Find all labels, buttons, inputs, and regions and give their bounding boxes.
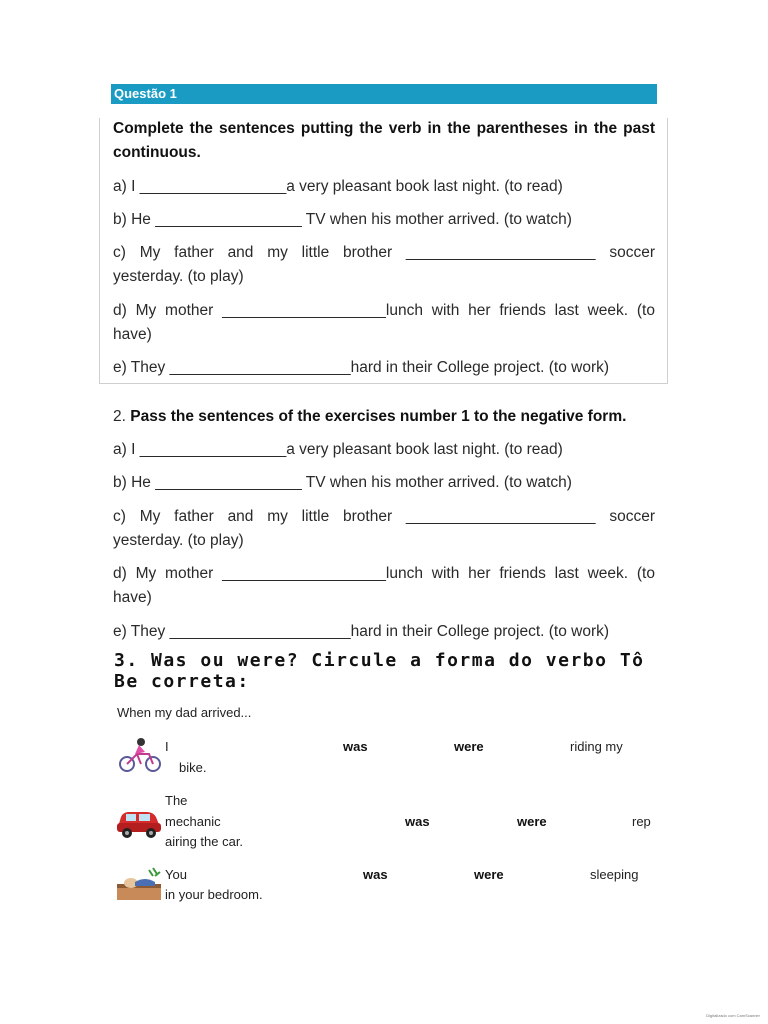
q3-title-line1: 3. Was ou were? Circule a forma do verbo Tô	[114, 650, 645, 671]
q3-item1-was[interactable]: was	[343, 739, 368, 754]
q3-item2-the: The	[165, 793, 188, 808]
q1-item-d: d) My mother ___________________lunch with her friends last week. (to	[113, 302, 655, 319]
sleeping-person-icon	[115, 866, 161, 904]
q3-item1-were[interactable]: were	[454, 739, 484, 754]
scanner-footer: Digitalizado com CamScanner	[706, 1013, 760, 1018]
q2-item-b: b) He _________________ TV when his mother arrived. (to watch)	[113, 474, 572, 491]
q1-item-c-cont: yesterday. (to play)	[113, 268, 244, 285]
question-1-header: Questão 1	[111, 84, 657, 104]
q2-instruction	[113, 405, 655, 429]
q3-item1-cont: bike.	[179, 760, 207, 775]
q3-title-line2: Be correta:	[114, 671, 250, 692]
q1-item-d-cont: have)	[113, 326, 152, 343]
q1-instruction: Complete the sentences putting the verb in the parentheses in the past continuous.	[113, 120, 655, 161]
q3-item2-were[interactable]: were	[517, 814, 547, 829]
q3-item2-cont: airing the car.	[165, 834, 244, 849]
q3-title	[114, 650, 674, 692]
cyclist-icon	[117, 736, 163, 774]
q3-item3-were[interactable]: were	[474, 867, 504, 882]
q1-item-e: e) They _____________________hard in their College project. (to work)	[113, 359, 610, 376]
q1-item-b: b) He _________________ TV when his mother arrived. (to watch)	[113, 211, 572, 228]
q2-number: 2.	[113, 408, 126, 425]
q3-item2-was[interactable]: was	[405, 814, 430, 829]
q2-instruction-text: Pass the sentences of the exercises number 1 to the negative form.	[130, 408, 627, 425]
car-icon	[115, 803, 161, 841]
q3-item3-rest: sleeping	[590, 867, 639, 882]
q3-item1-subject: I	[165, 739, 169, 754]
q3-item3-subject: You	[165, 867, 187, 882]
q2-item-a: a) I _________________a very pleasant book last night. (to read)	[113, 441, 563, 458]
q3-intro: When my dad arrived...	[117, 705, 252, 720]
q2-item-d-cont: have)	[113, 589, 152, 606]
q2-item-d: d) My mother ___________________lunch with her friends last week. (to	[113, 565, 655, 582]
q3-item2-rest: rep	[632, 814, 651, 829]
q1-item-c: c) My father and my little brother ______________________ soccer	[113, 244, 655, 261]
q3-item2-subject: mechanic	[165, 814, 221, 829]
q3-item3-cont: in your bedroom.	[165, 887, 263, 902]
q2-item-c: c) My father and my little brother ______________________ soccer	[113, 508, 655, 525]
q2-item-e: e) They _____________________hard in their College project. (to work)	[113, 623, 610, 640]
q2-item-c-cont: yesterday. (to play)	[113, 532, 244, 549]
q1-item-a: a) I _________________a very pleasant book last night. (to read)	[113, 178, 563, 195]
q3-item3-was[interactable]: was	[363, 867, 388, 882]
q3-item1-rest: riding my	[570, 739, 623, 754]
